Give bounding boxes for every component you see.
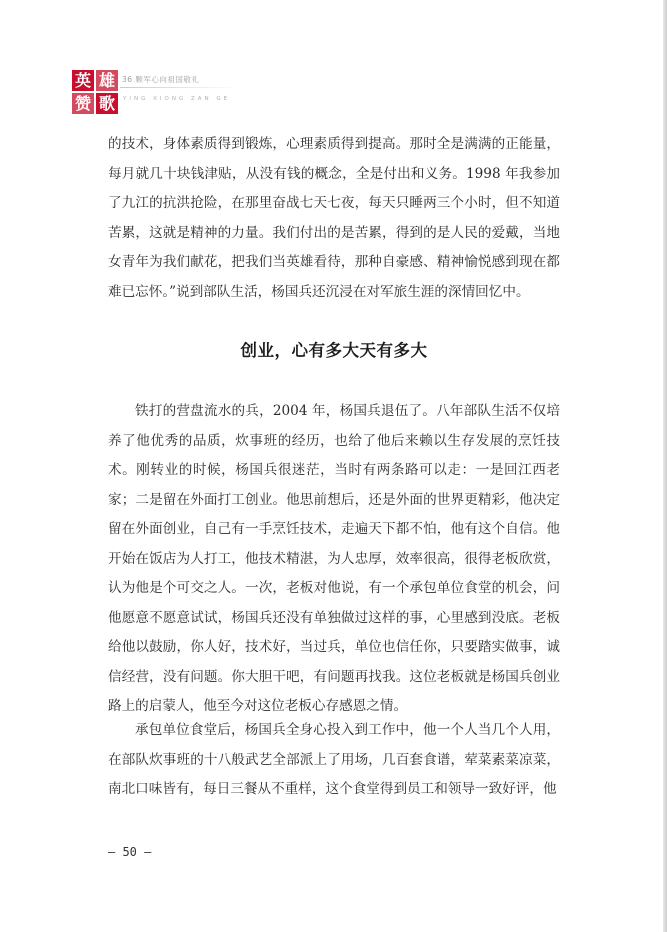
logo-char-1: 英: [72, 70, 94, 91]
section-heading: 创业，心有多大天有多大: [240, 341, 428, 360]
page-number: — 50 —: [108, 845, 152, 859]
logo-char-3: 赞: [72, 93, 94, 114]
running-header-title: 36 颗军心向祖国敬礼: [122, 75, 200, 84]
heroes-song-logo: [72, 70, 118, 114]
paragraph-continued: 的技术，身体素质得到锻炼，心理素质得到提高。那时全是满满的正能量，每月就几十块钱津贴，从没有钱的概念，全是付出和义务。1998 年我参加了九江的抗洪抢险，在那里奋战七天七夜，每天只睡两三个小时，但不知道苦累，这就是精神的力量。我们付出的是苦累，得到的是人民的爱戴，当地女青年为我们献花，把我们当英雄看待，那种自豪感、精神愉悦感到现在都难已忘怀。”说到部队生活，杨国兵还沉浸在对军旅生涯的深情回忆中。: [108, 136, 560, 300]
running-header-pinyin: YING XIONG ZAN GE: [123, 96, 231, 102]
logo-char-4: 歌: [96, 93, 118, 114]
paragraph-retirement: 铁打的营盘流水的兵，2004 年，杨国兵退伍了。八年部队生活不仅培养了他优秀的品质，炊事班的经历，也给了他后来赖以生存发展的烹饪技术。刚转业的时候，杨国兵很迷茫，当时有两条路可以走：一是回江西老家；二是留在外面打工创业。他思前想后，还是外面的世界更精彩，他决定留在外面创业，自己有一手烹饪技术，走遍天下都不怕，他有这个自信。他开始在饭店为人打工，他技术精湛，为人忠厚，效率很高，很得老板欣赏，认为他是个可交之人。一次，老板对他说，有一个承包单位食堂的机会，问他愿意不愿意试试，杨国兵还没有单独做过这样的事，心里感到没底。老板给他以鼓励，你人好，技术好，当过兵，单位也信任你，只要踏实做事，诚信经营，没有问题。你大胆干吧，有问题再找我。这位老板就是杨国兵创业路上的启蒙人，他至今对这位老板心存感恩之情。: [108, 403, 560, 714]
header-divider: [120, 87, 238, 88]
logo-char-2: 雄: [96, 70, 118, 91]
paragraph-canteen: 承包单位食堂后，杨国兵全身心投入到工作中，他一个人当几个人用，在部队炊事班的十八般武艺全部派上了用场，几百套食谱，荤菜素菜凉菜，南北口味皆有，每日三餐从不重样，这个食堂得到员工和领导一致好评，他: [108, 722, 560, 797]
page-edge-shadow: [663, 0, 667, 932]
